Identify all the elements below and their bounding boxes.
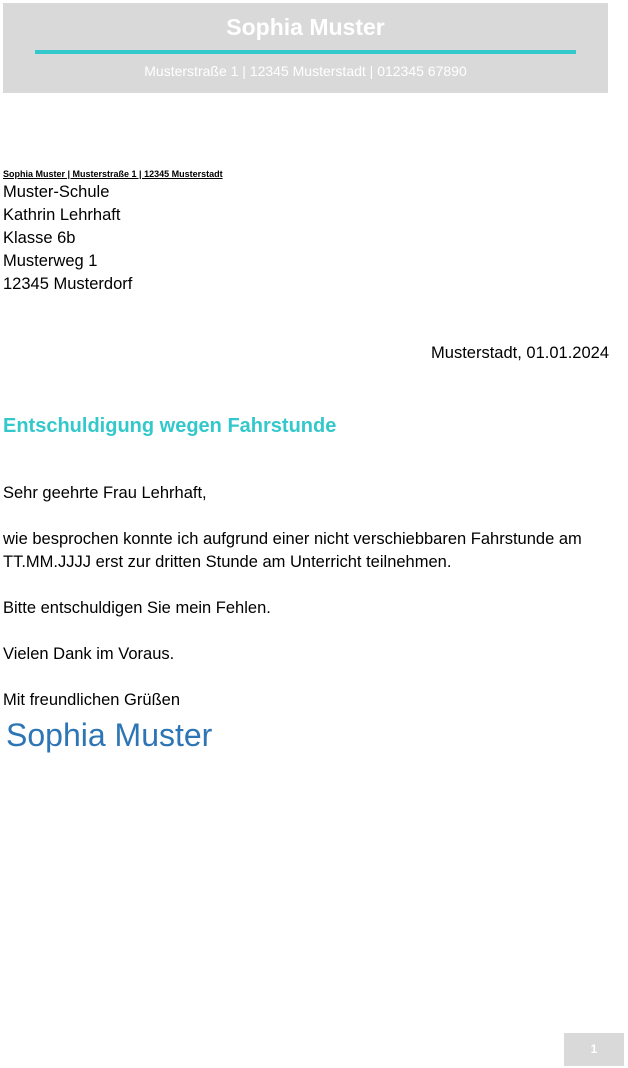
- body-paragraph: Bitte entschuldigen Sie mein Fehlen.: [3, 599, 271, 617]
- page-number-box: [564, 1033, 624, 1066]
- place-and-date: Musterstadt, 01.01.2024: [431, 344, 609, 362]
- letter-body: [3, 482, 603, 712]
- closing-phrase: Mit freundlichen Grüßen: [3, 691, 180, 709]
- salutation: Sehr geehrte Frau Lehrhaft,: [3, 484, 207, 502]
- page-number: 1: [590, 1042, 598, 1056]
- recipient-line-school: Muster-Schule: [3, 183, 110, 201]
- letterhead: [3, 3, 608, 93]
- recipient-address: [3, 181, 132, 296]
- return-address-line: Sophia Muster | Musterstraße 1 | 12345 Musterstadt: [3, 169, 223, 179]
- signature: Sophia Muster: [6, 717, 213, 753]
- recipient-line-city: 12345 Musterdorf: [3, 275, 133, 293]
- body-paragraph: wie besprochen konnte ich aufgrund einer nicht verschiebbaren Fahrstunde am TT.MM.JJJJ erst zur dritten Stunde am Unterricht teilnehmen.: [3, 530, 582, 571]
- sender-name-heading: Sophia Muster: [226, 14, 385, 40]
- recipient-line-class: Klasse 6b: [3, 229, 76, 247]
- recipient-line-street: Musterweg 1: [3, 252, 98, 270]
- recipient-line-name: Kathrin Lehrhaft: [3, 206, 121, 224]
- sender-contact-line: Musterstraße 1 | 12345 Musterstadt | 012345 67890: [144, 63, 467, 79]
- letter-subject: Entschuldigung wegen Fahrstunde: [3, 415, 337, 437]
- letterhead-divider: [35, 50, 576, 54]
- body-paragraph: Vielen Dank im Voraus.: [3, 645, 175, 663]
